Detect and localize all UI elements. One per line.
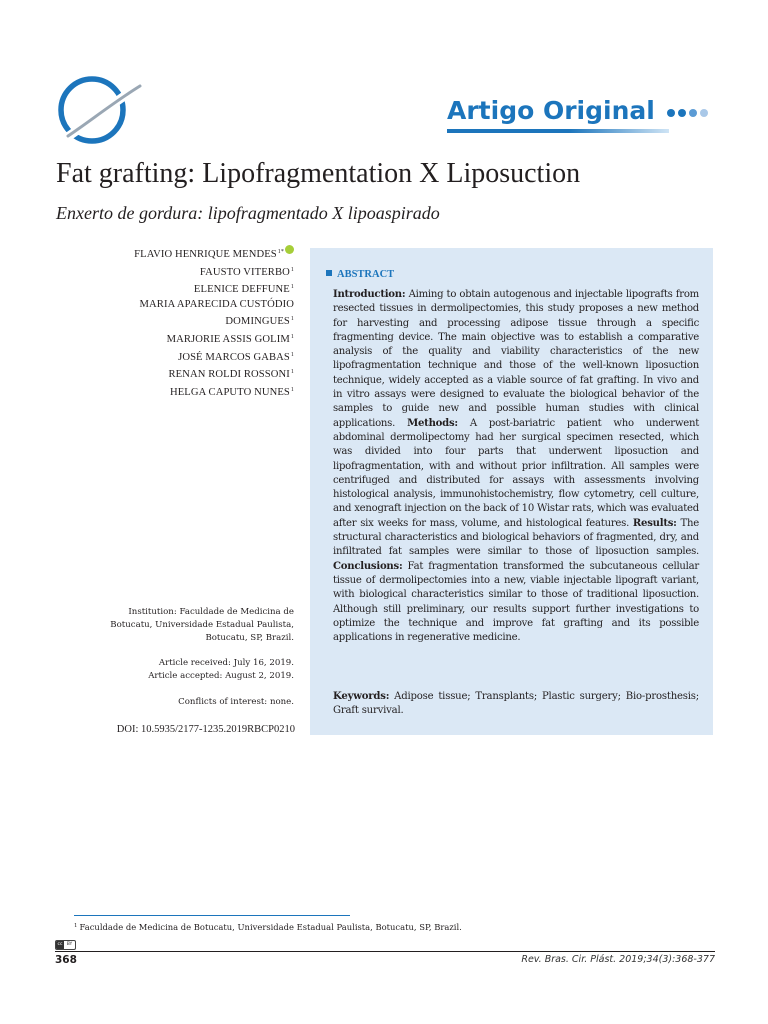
author-item — [134, 263, 294, 281]
footnote-divider — [74, 915, 350, 916]
institution-info — [110, 606, 294, 646]
author-affiliation: 1 — [290, 284, 294, 291]
methods-text: A post-bariatric patient who underwent abdominal dermolipectomy had her surgical specimen resected, which was divided into four parts that underwent liposuction and lipofragmentation, with and without prior infiltration. All samples were centrifuged and distributed for assays with assessments involving histological analysis, immunohistochemistry, flow cytometry, cell culture, and xenograft injection on the back of 10 Wistar rats, which was evaluated after six weeks for mass, volume, and histological features. — [333, 417, 700, 529]
author-item — [134, 298, 294, 313]
keywords-text: Adipose tissue; Transplants; Plastic surgery; Bio-prosthesis; Graft survival. — [333, 691, 699, 717]
square-bullet-icon — [326, 270, 332, 276]
footer-divider — [55, 951, 715, 952]
author-list — [134, 245, 294, 400]
footnote-marker: 1 — [74, 923, 78, 929]
by-label: BY — [66, 942, 73, 947]
author-item — [134, 383, 294, 401]
author-affiliation: 1 — [290, 333, 294, 340]
keywords-label: Keywords: — [333, 691, 390, 702]
conflicts-of-interest: Conflicts of interest: none. — [178, 697, 294, 707]
author-affiliation: 1 — [290, 316, 294, 323]
affiliation-footnote — [74, 922, 462, 932]
author-affiliation: 1 — [290, 386, 294, 393]
doi-link[interactable]: DOI: 10.5935/2177-1235.2019RBCP0210 — [116, 724, 295, 735]
abstract-heading-text: ABSTRACT — [337, 269, 395, 280]
journal-citation: Rev. Bras. Cir. Plást. 2019;34(3):368-377 — [521, 954, 715, 965]
page-number: 368 — [55, 954, 77, 966]
author-item — [134, 245, 294, 263]
dot-icon — [700, 109, 708, 117]
intro-label: Introduction: — [333, 289, 406, 300]
results-text: The structural characteristics and biological behaviors of fragmented, dry, and infiltrated fat samples were similar to those of liposuction samples. — [333, 517, 699, 558]
article-subtitle: Enxerto de gordura: lipofragmentado X lipoaspirado — [56, 203, 440, 223]
author-item — [134, 330, 294, 348]
conclusions-label: Conclusions: — [333, 560, 403, 572]
intro-text: Aiming to obtain autogenous and injectable lipografts from resected tissues in dermolipectomies, this study proposes a new method for harvesting and processing adipose tissue through a specific fragmenting device. The main objective was to establish a comparative analysis of the quality and viability characteristics of the new lipofragmentation technique and those of the well-known liposuction technique, widely accepted as a viable source of fat grafting. In vivo and in vitro assays were designed to evaluate the biological behavior of the samples to guide new and possible human studies with clinical applications. — [333, 289, 699, 429]
author-item — [134, 365, 294, 383]
author-name: MARJORIE ASSIS GOLIM — [166, 333, 290, 345]
methods-label: Methods: — [407, 417, 458, 429]
author-affiliation: 1 — [290, 351, 294, 358]
institution-line: Botucatu, SP, Brazil. — [205, 633, 294, 644]
author-name: MARIA APARECIDA CUSTÓDIO — [139, 298, 294, 310]
dot-icon — [678, 109, 686, 117]
institution-line: Botucatu, Universidade Estadual Paulista, — [110, 620, 294, 631]
author-name: RENAN ROLDI ROSSONI — [168, 369, 290, 381]
abstract-heading — [326, 269, 394, 280]
received-date: Article received: July 16, 2019. — [158, 658, 294, 668]
author-affiliation: 1 — [290, 369, 294, 376]
author-name: HELGA CAPUTO NUNES — [169, 386, 290, 398]
journal-logo-icon — [52, 66, 144, 150]
cc-label: cc — [57, 942, 63, 947]
article-dates — [148, 657, 294, 683]
article-title: Fat grafting: Lipofragmentation X Liposuction — [56, 158, 581, 189]
author-item — [134, 280, 294, 298]
conclusions-text: Fat fragmentation transformed the subcutaneous cellular tissue of dermolipectomies into a new, viable injectable lipograft variant, with biological characteristics similar to those of traditional liposuction. Although still preliminary, our results support further investigations to optimize the technique and improve fat grafting and its possible applications in regenerative medicine. — [333, 560, 699, 644]
author-item — [134, 348, 294, 366]
author-affiliation: 1 — [290, 266, 294, 273]
author-name: JOSÉ MARCOS GABAS — [178, 351, 290, 363]
accepted-date: Article accepted: August 2, 2019. — [148, 671, 294, 682]
abstract-body — [333, 288, 699, 645]
dot-icon — [667, 109, 675, 117]
institution-line: Institution: Faculdade de Medicina de — [128, 607, 294, 617]
results-label: Results: — [632, 517, 677, 529]
author-name: FLAVIO HENRIQUE MENDES — [134, 249, 277, 260]
orcid-icon[interactable] — [285, 245, 294, 254]
cc-license-icon[interactable] — [55, 940, 76, 950]
footnote-text: Faculdade de Medicina de Botucatu, Universidade Estadual Paulista, Botucatu, SP, Brazil. — [79, 922, 462, 932]
author-item — [134, 312, 294, 330]
dot-icon — [689, 109, 697, 117]
author-name: DOMINGUES — [225, 316, 290, 328]
section-underline — [447, 129, 669, 133]
decorative-dots — [667, 109, 708, 117]
section-label: Artigo Original — [447, 96, 655, 125]
keywords — [333, 690, 699, 719]
author-name: ELENICE DEFFUNE — [193, 284, 290, 296]
author-affiliation: 1* — [277, 249, 284, 255]
author-name: FAUSTO VITERBO — [199, 266, 290, 278]
